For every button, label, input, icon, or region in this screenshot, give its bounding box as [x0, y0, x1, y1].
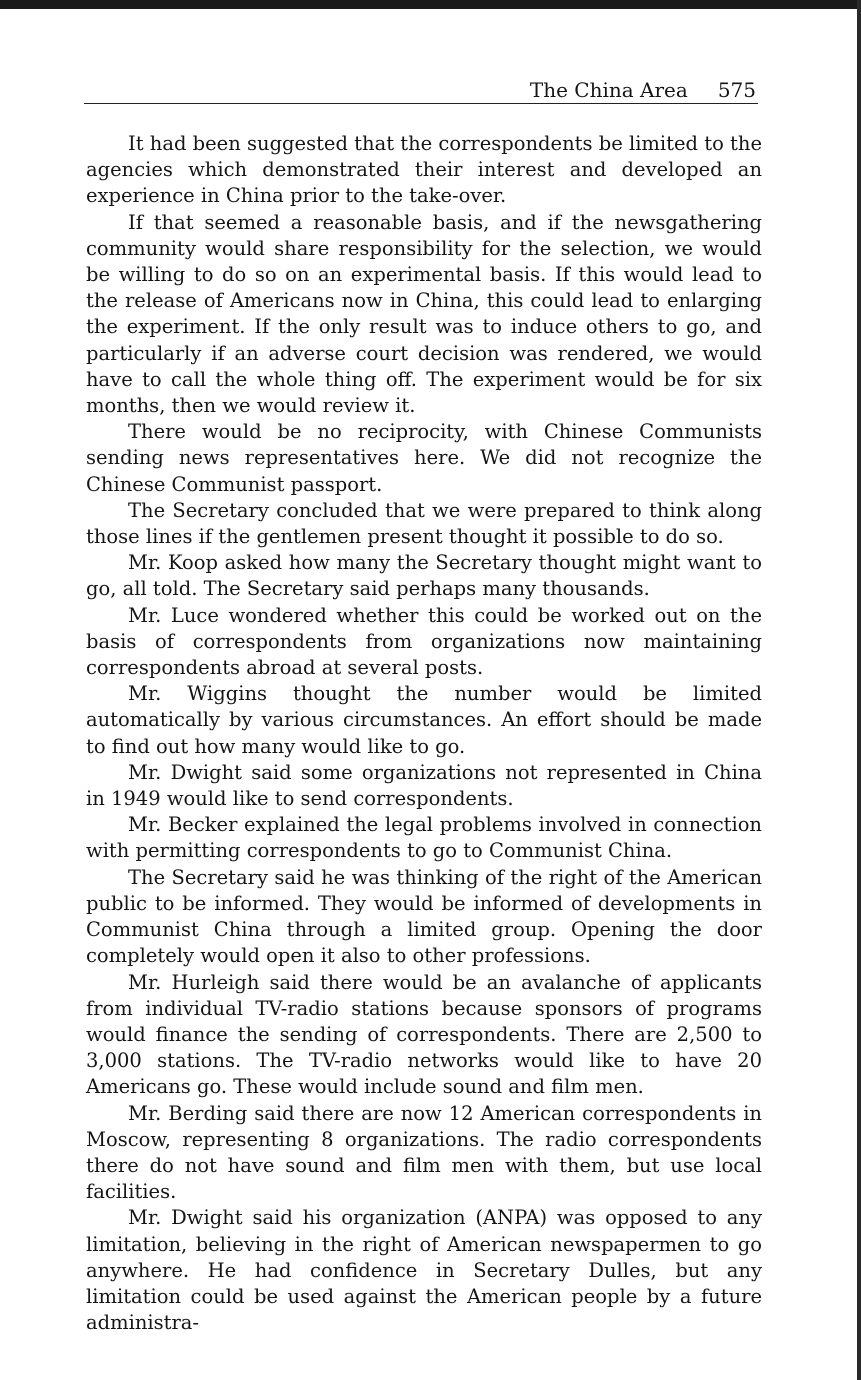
paragraph: It had been suggested that the correspondents be limited to the agencies which demonstrated their interest and developed an experience in China prior to the take-over.: [86, 132, 762, 208]
page-number: 575: [717, 78, 756, 102]
section-title: The China Area: [529, 78, 688, 102]
paragraph: Mr. Wiggins thought the number would be limited automatically by various circumstances. An effort should be made to find out how many would like to go.: [86, 682, 762, 758]
scan-top-border: [0, 0, 861, 9]
body-text: [86, 131, 762, 1336]
paragraph: The Secretary said he was thinking of the right of the American public to be informed. They would be informed of developments in Communist China through a limited group. Opening the door completely would open it also to other professions.: [86, 865, 762, 968]
paragraph: Mr. Berding said there are now 12 American correspondents in Moscow, representing 8 organizations. The radio correspondents there do not have sound and film men with them, but use local facilities.: [86, 1101, 762, 1204]
paragraph: There would be no reciprocity, with Chinese Communists sending news representatives here. We did not recognize the Chinese Communist passport.: [86, 420, 762, 496]
paragraph: If that seemed a reasonable basis, and if the newsgathering community would share responsibility for the selection, we would be willing to do so on an experimental basis. If this would lead to the release of Americans now in China, this could lead to enlarging the experiment. If the only result was to induce others to go, and particularly if an adverse court decision was rendered, we would have to call the whole thing off. The experiment would be for six months, then we would review it.: [86, 210, 762, 418]
paragraph: Mr. Koop asked how many the Secretary thought might want to go, all told. The Secretary said perhaps many thousands.: [86, 551, 762, 601]
header-rule: [84, 103, 758, 104]
paragraph: Mr. Hurleigh said there would be an avalanche of applicants from individual TV-radio stations because sponsors of programs would finance the sending of correspondents. There are 2,500 to 3,000 stations. The TV-radio networks would like to have 20 Americans go. These would include sound and film men.: [86, 970, 762, 1099]
running-head: [84, 78, 756, 102]
paragraph: The Secretary concluded that we were prepared to think along those lines if the gentlemen present thought it possible to do so.: [86, 498, 762, 549]
paragraph: Mr. Dwight said some organizations not represented in China in 1949 would like to send correspondents.: [86, 760, 762, 811]
paragraph: Mr. Becker explained the legal problems involved in connection with permitting correspondents to go to Communist China.: [86, 813, 762, 863]
scan-right-edge: [857, 0, 861, 1380]
paragraph: Mr. Dwight said his organization (ANPA) was opposed to any limitation, believing in the right of American newspapermen to go anywhere. He had confidence in Secretary Dulles, but any limitation could be used against the American people by a future administra-: [86, 1206, 762, 1335]
paragraph: Mr. Luce wondered whether this could be worked out on the basis of correspondents from organizations now maintaining correspondents abroad at several posts.: [86, 603, 762, 680]
